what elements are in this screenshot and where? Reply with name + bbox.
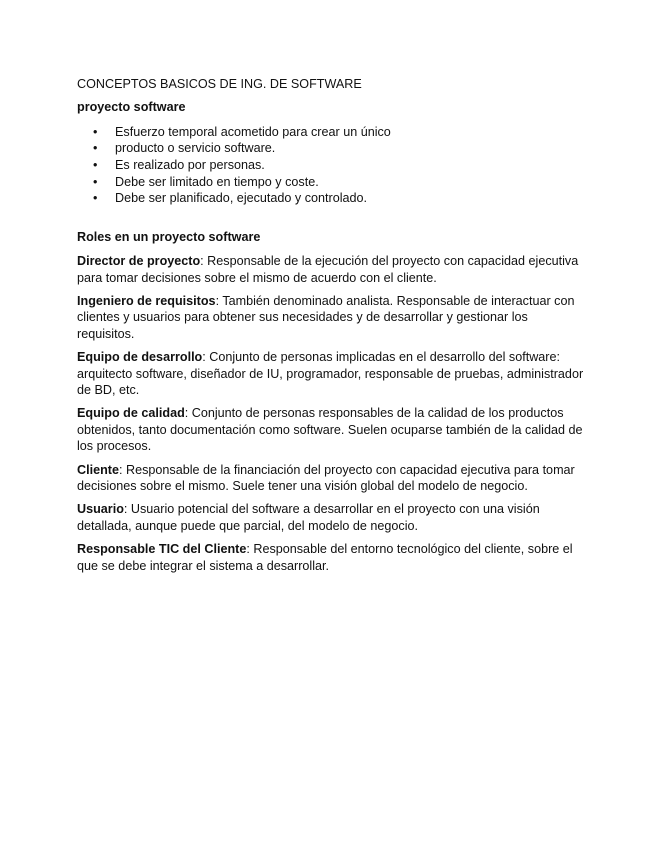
role-term: Director de proyecto: [77, 254, 201, 269]
document-title: CONCEPTOS BASICOS DE ING. DE SOFTWARE: [77, 77, 362, 91]
role-description: : Responsable de la ejecución del proyecto con capacidad ejecutiva para tomar decisiones sobre el mismo de acuerdo con el cliente.: [77, 254, 579, 285]
list-item: [77, 124, 587, 141]
role-paragraph: [77, 293, 587, 342]
list-item-text: Esfuerzo temporal acometido para crear un único: [115, 124, 391, 139]
role-term: Responsable TIC del Cliente: [77, 542, 247, 557]
role-description: : Conjunto de personas responsables de la calidad de los productos obtenidos, tanto documentación como software. Suelen ocuparse también de la calidad de los procesos.: [77, 406, 583, 454]
bullet-icon: •: [93, 158, 98, 172]
role-description: : Responsable del entorno tecnológico del cliente, sobre el que se debe integrar el sistema a desarrollar.: [77, 542, 573, 573]
document-page: [77, 76, 587, 581]
role-term: Equipo de desarrollo: [77, 350, 203, 365]
role-description: : Conjunto de personas implicadas en el desarrollo del software: arquitecto software, diseñador de IU, programador, responsable de pruebas, administrador de BD, etc.: [77, 350, 584, 398]
role-term: Cliente: [77, 462, 119, 477]
bullet-icon: •: [93, 191, 98, 206]
role-term: Usuario: [77, 502, 124, 517]
role-paragraph: [77, 501, 587, 534]
role-description: : Responsable de la financiación del proyecto con capacidad ejecutiva para tomar decisiones sobre el mismo. Suele tener una visión global del modelo de negocio.: [77, 462, 575, 494]
bullet-icon: •: [93, 141, 98, 156]
role-description: : Usuario potencial del software a desarrollar en el proyecto con una visión detallada, aunque puede que parcial, del modelo de negocio.: [77, 502, 540, 533]
bullet-icon: •: [93, 174, 98, 189]
role-description: : También denominado analista. Responsable de interactuar con clientes y usuarios para obtener sus necesidades y de desarrollar y gestionar los requisitos.: [77, 294, 575, 341]
role-paragraph: [77, 462, 587, 495]
role-term: Ingeniero de requisitos: [77, 294, 216, 308]
list-item-text: Es realizado por personas.: [115, 158, 265, 172]
section-heading-roles: Roles en un proyecto software: [77, 229, 261, 244]
role-paragraph: [77, 541, 587, 574]
list-item-text: Debe ser limitado en tiempo y coste.: [115, 174, 319, 189]
list-item: [77, 174, 587, 191]
role-term: Equipo de calidad: [77, 406, 185, 421]
list-item-text: Debe ser planificado, ejecutado y controlado.: [115, 191, 368, 206]
role-paragraph: [77, 253, 587, 286]
role-paragraph: [77, 349, 587, 398]
bullet-icon: •: [93, 124, 98, 139]
role-paragraph: [77, 405, 587, 454]
list-item: [77, 190, 587, 207]
list-item: [77, 157, 587, 174]
list-item: [77, 140, 587, 157]
bullet-list: [77, 124, 587, 207]
section-heading-proyecto: proyecto software: [77, 100, 186, 115]
list-item-text: producto o servicio software.: [115, 141, 276, 156]
